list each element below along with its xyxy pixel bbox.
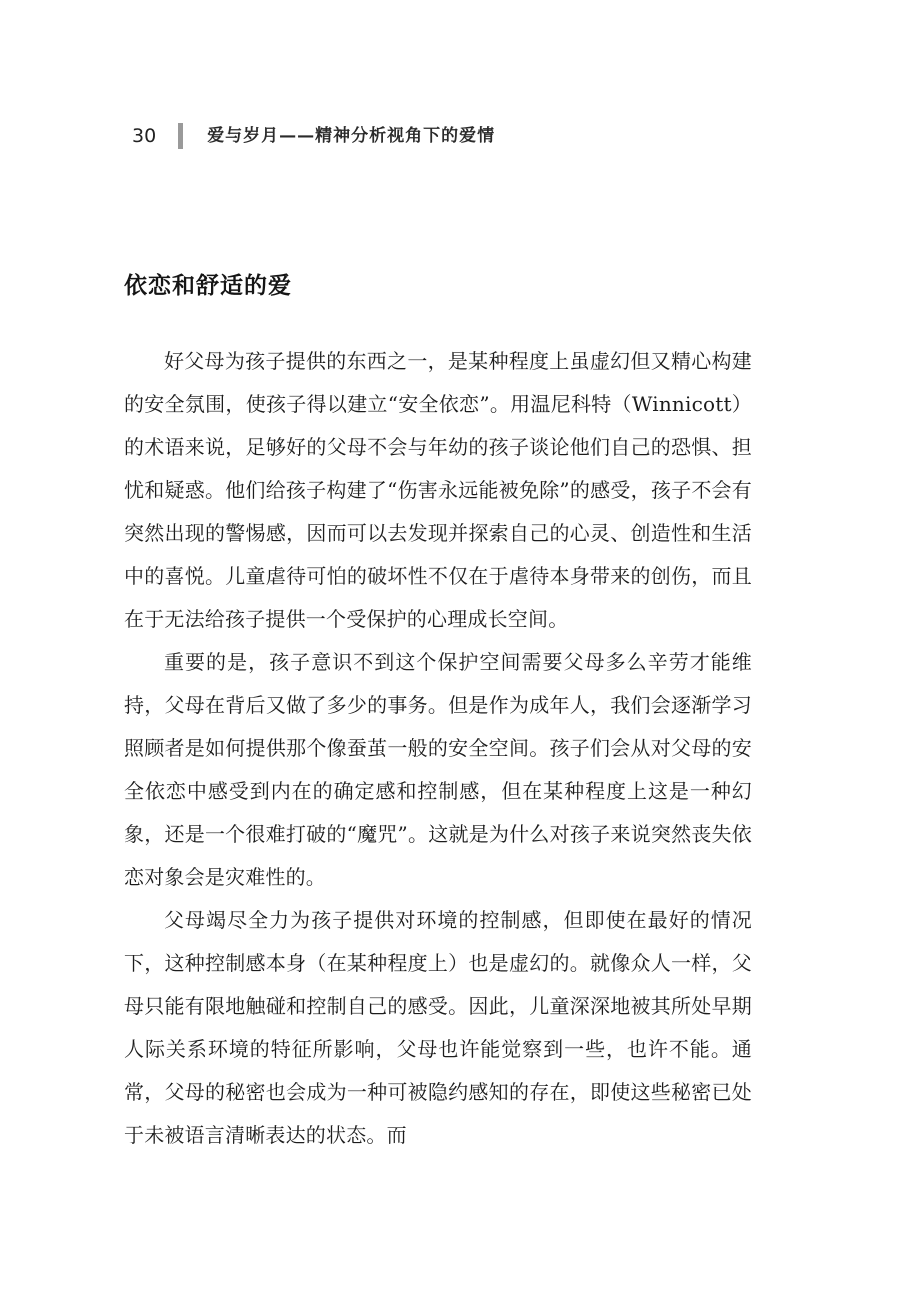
section-title: 依恋和舒适的爱 <box>124 273 292 299</box>
header-divider <box>178 123 183 149</box>
paragraph: 重要的是，孩子意识不到这个保护空间需要父母多么辛劳才能维持，父母在背后又做了多少的事务。但是作为成年人，我们会逐渐学习照顾者是如何提供那个像蚕茧一般的安全空间。孩子们会从对父母的安全依恋中感受到内在的确定感和控制感，但在某种程度上这是一种幻象，还是一个很难打破的“魔咒”。这就是为什么对孩子来说突然丧失依恋对象会是灾难性的。 <box>124 650 752 889</box>
paragraph: 好父母为孩子提供的东西之一，是某种程度上虽虚幻但又精心构建的安全氛围，使孩子得以建立“安全依恋”。用温尼科特（Winnicott）的术语来说，足够好的父母不会与年幼的孩子谈论他们自己的恐惧、担忧和疑惑。他们给孩子构建了“伤害永远能被免除”的感受，孩子不会有突然出现的警惕感，因而可以去发现并探索自己的心灵、创造性和生活中的喜悦。儿童虐待可怕的破坏性不仅在于虐待本身带来的创伤，而且在于无法给孩子提供一个受保护的心理成长空间。 <box>124 349 752 631</box>
paragraph: 父母竭尽全力为孩子提供对环境的控制感，但即使在最好的情况下，这种控制感本身（在某种程度上）也是虚幻的。就像众人一样，父母只能有限地触碰和控制自己的感受。因此，儿童深深地被其所处早期人际关系环境的特征所影响，父母也许能觉察到一些，也许不能。通常，父母的秘密也会成为一种可被隐约感知的存在，即使这些秘密已处于未被语言清晰表达的状态。而 <box>124 908 752 1147</box>
running-header <box>132 118 495 154</box>
running-title: 爱与岁月——精神分析视角下的爱情 <box>207 126 496 146</box>
page-number: 30 <box>132 125 157 147</box>
body-text <box>124 340 752 1157</box>
